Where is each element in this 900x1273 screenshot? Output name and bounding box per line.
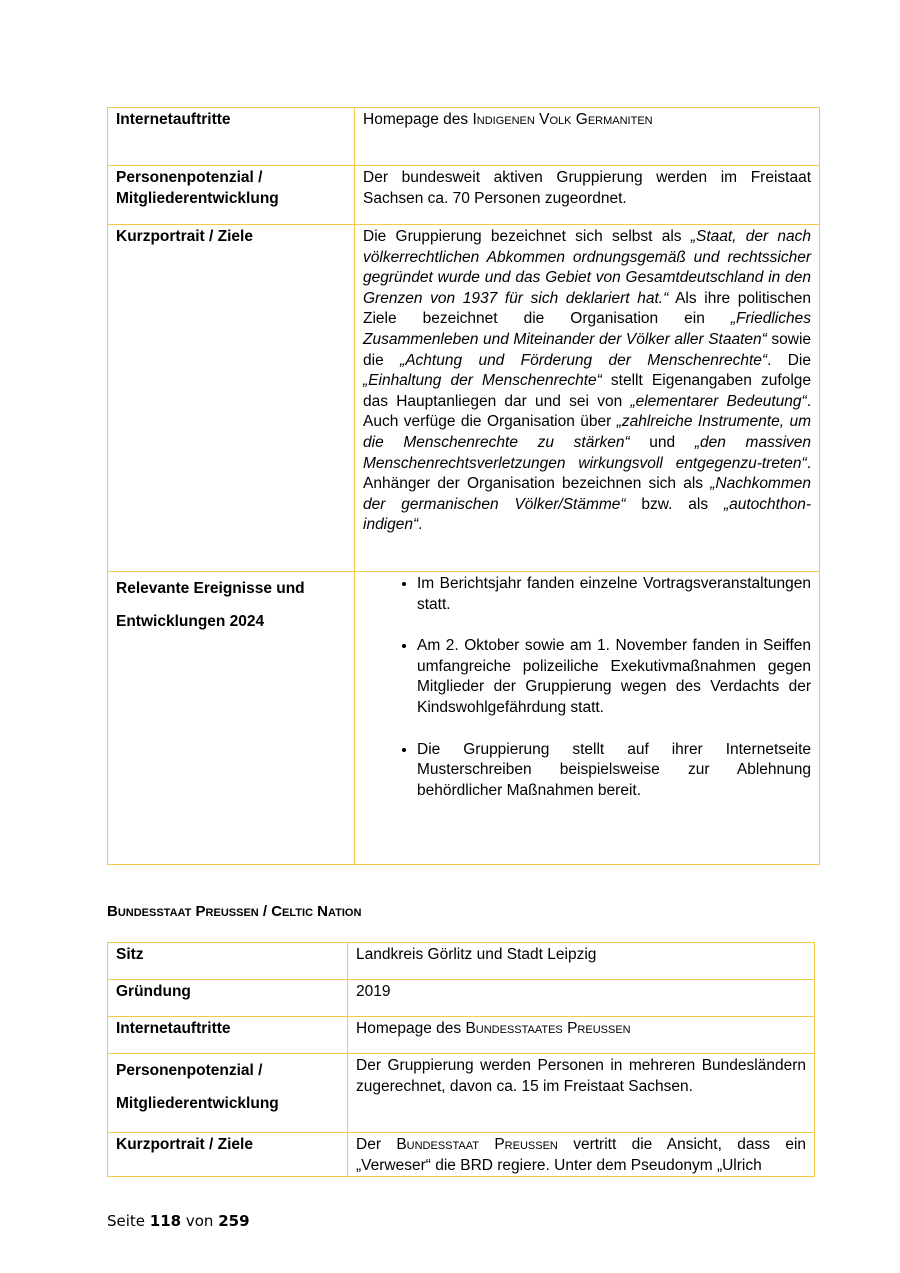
row-label — [108, 166, 355, 225]
quote: „Staat, der nach völkerrechtlichen Abkommen ordnungsgemäß und rechtssicher gegründet wurde und das Gebiet von Gesamtdeutschland in den Grenzen von 1937 für sich deklariert hat.“ — [363, 228, 811, 307]
row-value — [355, 108, 820, 166]
text: vertritt die Ansicht, dass ein „Verweser“ die BRD regiere. Unter dem Pseudonym „Ulrich — [356, 1136, 807, 1174]
row-value — [355, 225, 820, 572]
row-label: Gründung — [108, 980, 348, 1017]
quote: „Einhaltung der Menschenrechte“ — [363, 372, 602, 390]
table-row — [108, 1054, 815, 1133]
quote: „Friedliches Zusammenleben und Miteinander der Völker aller Staaten“ — [363, 310, 811, 348]
table-row — [108, 108, 820, 166]
text: . Auch verfüge die Organisation über — [363, 392, 812, 431]
list-item: • Am 2. Oktober sowie am 1. November fanden in Seiffen umfangreiche polizeiliche Exekutivmaßnahmen gegen Mitglieder der Gruppierung wegen des Verdachts der Kindswohlgefährdung statt. — [417, 636, 811, 718]
section-heading: Bundesstaat Preußen / Celtic Nation — [107, 903, 362, 920]
quote: „den massiven Menschenrechtsverletzungen wirkungsvoll entgegenzu-treten“ — [363, 433, 811, 472]
quote: „autochthon-indigen“ — [363, 495, 811, 534]
table-bundesstaat-preussen — [107, 942, 815, 1177]
text: sowie die — [363, 330, 812, 369]
label-line-1: Personenpotenzial / — [116, 169, 263, 186]
table-row — [108, 1017, 815, 1054]
footer-text: von — [181, 1212, 219, 1230]
quote: „Achtung und Förderung der Menschenrechte“ — [400, 351, 768, 369]
text: Als ihre politischen Ziele bezeichnet die Organisation ein — [363, 289, 811, 328]
quote: „Nachkommen der germanischen Völker/Stämme“ — [363, 475, 811, 513]
label-line-2: Mitgliederentwicklung — [116, 189, 279, 207]
row-label — [108, 572, 355, 865]
list-item: • Die Gruppierung stellt auf ihrer Internetseite Musterschreiben beispielsweise zur Ablehnung behördlicher Maßnahmen bereit. — [417, 740, 811, 802]
table-row — [108, 943, 815, 980]
value-smallcaps: Indigenen Volk Germaniten — [472, 111, 653, 128]
text: . Die — [767, 351, 811, 369]
row-label: Internetauftritte — [108, 108, 355, 166]
row-value: Der Gruppierung werden Personen in mehreren Bundesländern zugerechnet, davon ca. 15 im Freistaat Sachsen. — [348, 1054, 815, 1133]
row-label: Kurzportrait / Ziele — [108, 1133, 348, 1177]
label-line-1: Relevante Ereignisse und — [116, 580, 305, 597]
text: . Anhänger der Organisation bezeichnen sich als — [363, 454, 811, 493]
text: stellt Eigenangaben zufolge das Hauptanliegen dar und sei von — [363, 372, 811, 410]
quote: „zahlreiche Instrumente, um die Menschenrechte zu stärken“ — [363, 413, 812, 451]
row-label: Internetauftritte — [108, 1017, 348, 1054]
page-total: 259 — [218, 1212, 250, 1230]
list-item: • Im Berichtsjahr fanden einzelne Vortragsveranstaltungen statt. — [417, 574, 811, 615]
table-indigenes-volk-germaniten — [107, 107, 820, 865]
label-line-2: Mitgliederentwicklung — [116, 1095, 279, 1112]
text: und — [629, 433, 695, 451]
events-list — [363, 574, 811, 801]
label-line-2: Entwicklungen 2024 — [116, 613, 265, 630]
row-label: Sitz — [108, 943, 348, 980]
text: Der — [356, 1136, 397, 1153]
text: bzw. als — [625, 495, 724, 513]
table-row — [108, 980, 815, 1017]
text: . — [418, 516, 423, 534]
value-smallcaps: Bundesstaat Preußen — [396, 1136, 558, 1153]
value-smallcaps: Bundesstaates Preußen — [465, 1020, 631, 1037]
page-number: 118 — [149, 1212, 182, 1230]
label-line-1: Personenpotenzial / — [116, 1062, 263, 1079]
row-value: 2019 — [348, 980, 815, 1017]
row-label — [108, 1054, 348, 1133]
footer-text: Seite — [107, 1212, 150, 1230]
row-value: Landkreis Görlitz und Stadt Leipzig — [348, 943, 815, 980]
text: Die Gruppierung bezeichnet sich selbst als — [363, 228, 691, 245]
page-footer — [107, 1212, 250, 1230]
row-value — [348, 1133, 815, 1177]
table-row — [108, 572, 820, 865]
table-row — [108, 166, 820, 225]
value-prefix: Homepage des — [363, 111, 473, 128]
quote: „elementarer Bedeutung“ — [630, 392, 807, 410]
row-value: Der bundesweit aktiven Gruppierung werden im Freistaat Sachsen ca. 70 Personen zugeordnet. — [355, 166, 820, 225]
table-row — [108, 225, 820, 572]
table-row — [108, 1133, 815, 1177]
row-label: Kurzportrait / Ziele — [108, 225, 355, 572]
row-value — [348, 1017, 815, 1054]
row-value — [355, 572, 820, 865]
value-prefix: Homepage des — [356, 1020, 466, 1037]
